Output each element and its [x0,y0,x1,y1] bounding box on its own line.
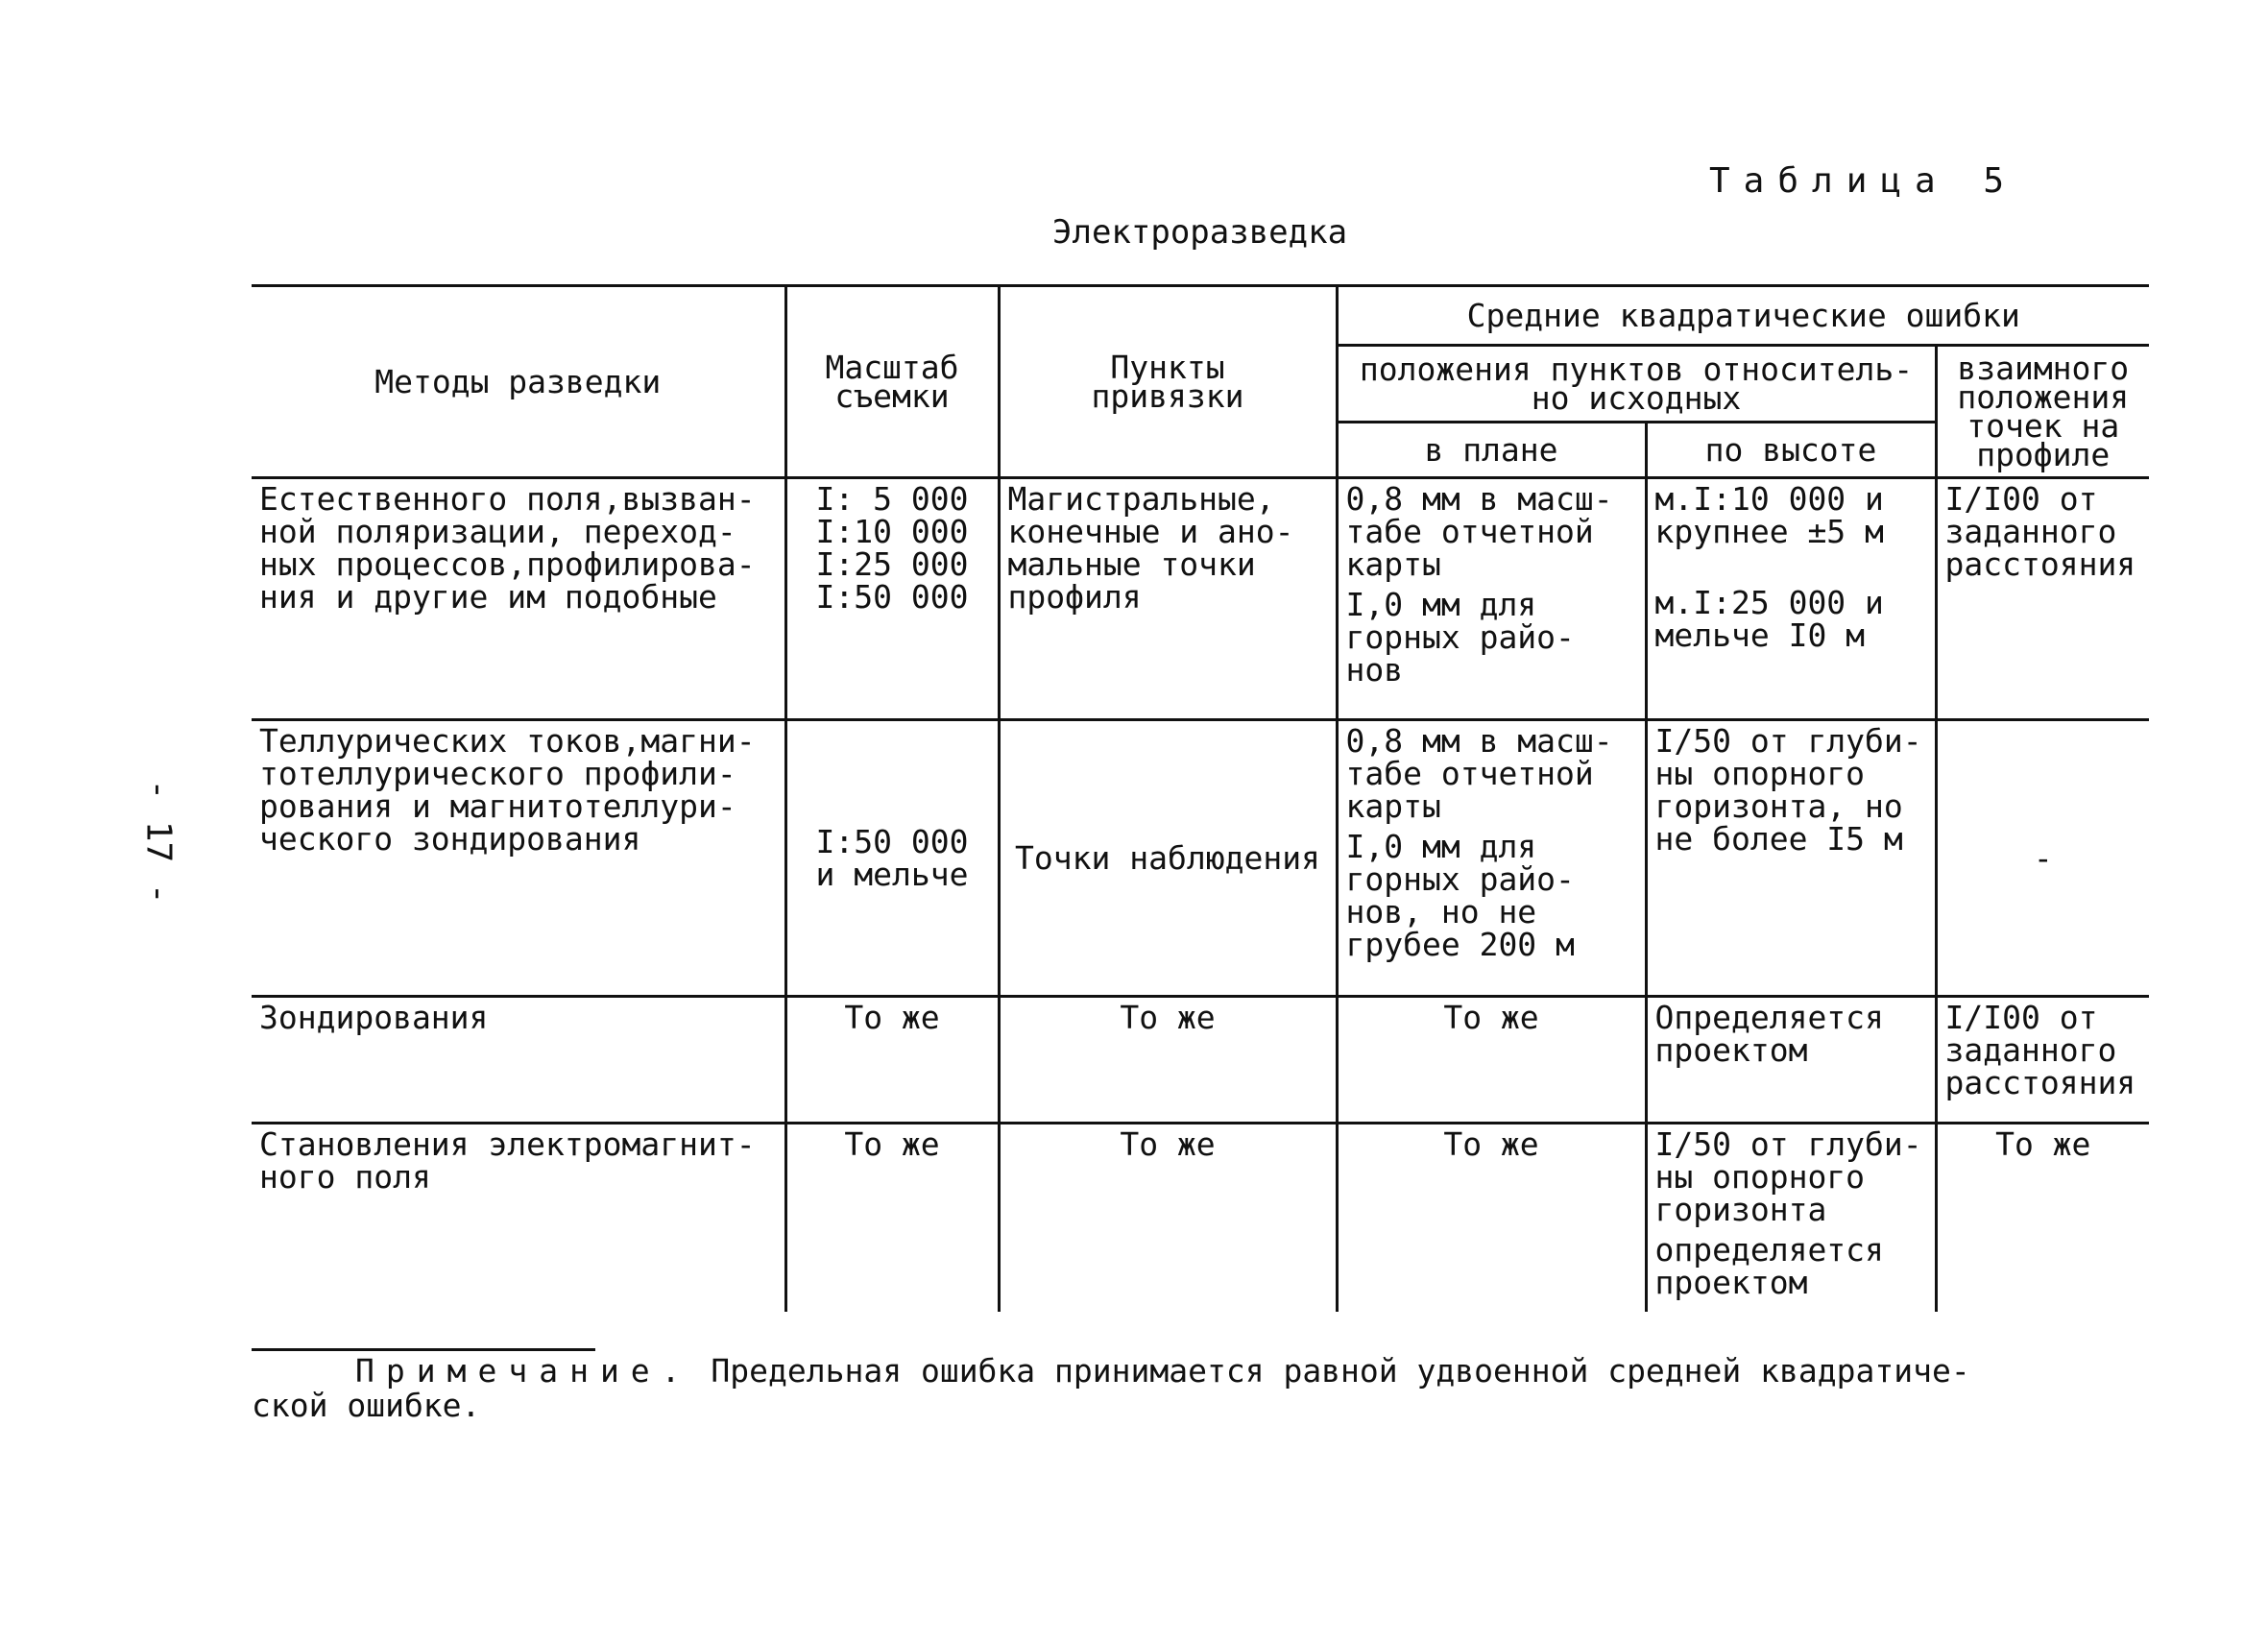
header-in-plan: в плане [1337,423,1646,478]
row-plan-b: I,0 мм для горных райо- нов, но не грубее 200 м [1345,828,1575,963]
row-mutual: I/I00 от заданного расстояния [1936,478,2149,720]
row-height: Определяется проектом [1646,997,1936,1124]
note-lead: Примечание. [355,1352,692,1390]
row-mutual: То же [1936,1124,2149,1312]
row-plan [1337,720,1646,997]
row-method: Зондирования [252,997,785,1124]
row-height [1646,478,1936,720]
row-height-b: определяется проектом [1654,1231,1884,1301]
footnote [252,1354,2134,1423]
row-scale: I: 5 000 I:10 000 I:25 000 I:50 000 [785,478,999,720]
header-points: Пункты привязки [999,286,1337,478]
row-height-a: м.I:10 000 и крупнее ±5 м [1654,480,1884,550]
table-row [252,478,2149,720]
row-method: Естественного поля,вызван- ной поляризации, переход- ных процессов,профилирова- ния и другие им подобные [252,478,785,720]
row-height-b: м.I:25 000 и мельче I0 м [1654,584,1884,654]
row-plan: То же [1337,997,1646,1124]
table-title: Электроразведка [1052,213,1348,252]
header-mutual: взаимного положения точек на профиле [1936,346,2149,478]
row-height: I/50 от глуби- ны опорного горизонта, но не более I5 м [1646,720,1936,997]
row-height-a: I/50 от глуби- ны опорного горизонта [1654,1125,1922,1228]
header-errors-group: Средние квадратические ошибки [1337,286,2149,346]
row-plan-a: 0,8 мм в масш- табе отчетной карты [1345,480,1613,583]
header-by-height: по высоте [1646,423,1936,478]
row-points: То же [999,1124,1337,1312]
row-plan-b: I,0 мм для горных райо- нов [1345,586,1575,689]
note-divider [252,1348,595,1351]
row-mutual: - [1936,720,2149,997]
row-method: Становления электромагнит- ного поля [252,1124,785,1312]
row-plan: То же [1337,1124,1646,1312]
row-height [1646,1124,1936,1312]
row-points: Магистральные, конечные и ано- мальные точки профиля [999,478,1337,720]
table-row [252,1124,2149,1312]
header-methods: Методы разведки [252,286,785,478]
row-points: То же [999,997,1337,1124]
table-caption: Таблица 5 [1709,161,2018,201]
row-plan-a: 0,8 мм в масш- табе отчетной карты [1345,722,1613,825]
page-number: - 17 - [138,779,179,905]
row-method: Теллурических токов,магни- тотеллурического профили- рования и магнитотеллури- ческого зондирования [252,720,785,997]
table-row [252,720,2149,997]
row-scale: То же [785,1124,999,1312]
row-scale: I:50 000 и мельче [785,720,999,997]
electro-survey-table [252,284,2149,1312]
row-mutual: I/I00 от заданного расстояния [1936,997,2149,1124]
table-row [252,997,2149,1124]
note-text: Предельная ошибка принимается равной удвоенной средней квадратиче- ской ошибке. [252,1352,1970,1424]
header-scale: Масштаб съемки [785,286,999,478]
header-position-group: положения пунктов относитель- но исходных [1337,346,1936,423]
row-scale: То же [785,997,999,1124]
row-points: Точки наблюдения [999,720,1337,997]
row-plan [1337,478,1646,720]
header-row-1 [252,286,2149,346]
